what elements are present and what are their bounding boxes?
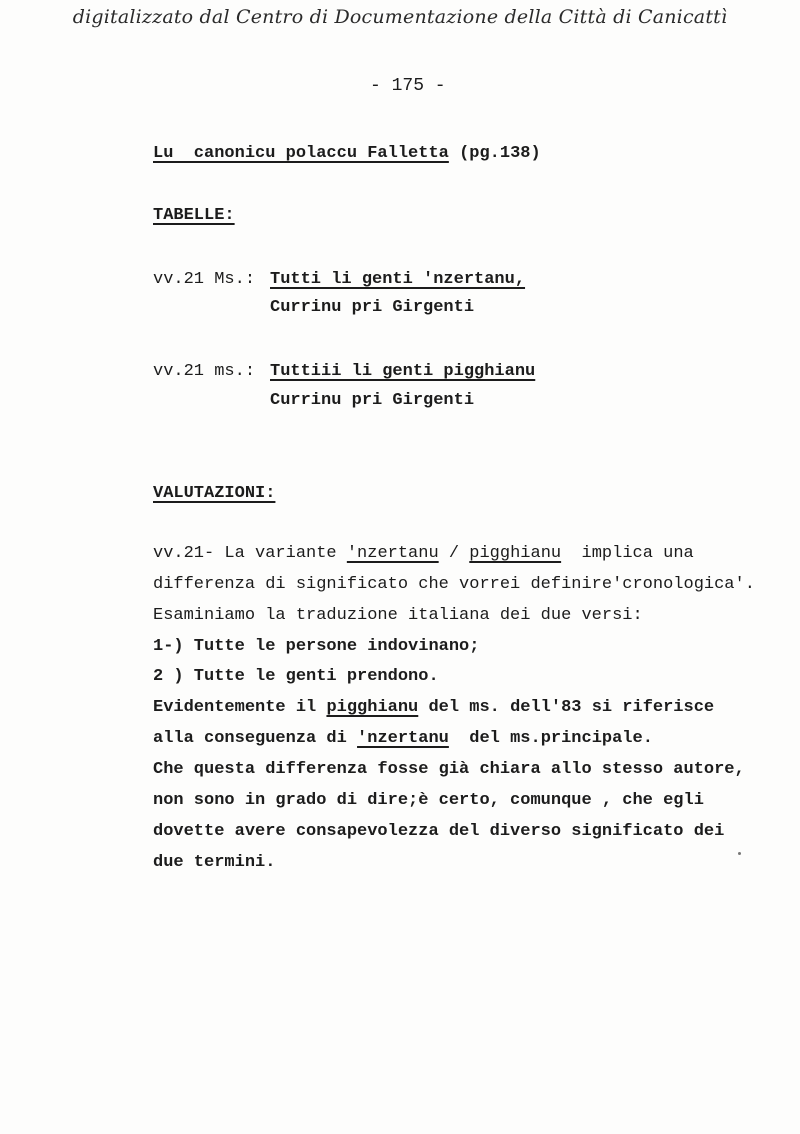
paragraph-line: Che questa differenza fosse già chiara allo stesso autore,: [153, 760, 745, 779]
line-fragment: implica una: [561, 544, 694, 563]
paragraph-line: non sono in grado di dire;è certo, comunque , che egli: [153, 791, 704, 810]
line-fragment: /: [438, 544, 470, 563]
paragraph-line: [153, 698, 714, 717]
paragraph-line: [153, 544, 694, 563]
line-fragment: alla conseguenza di: [153, 729, 358, 748]
table-row-label: vv.21 ms.:: [153, 362, 256, 381]
paragraph-line: 1-) Tutte le persone indovinano;: [153, 637, 480, 656]
line-fragment: del ms. dell'83 si riferisce: [418, 698, 715, 717]
paragraph-line: dovette avere consapevolezza del diverso significato dei: [153, 822, 725, 841]
paragraph-line: Esaminiamo la traduzione italiana dei due versi:: [153, 606, 643, 625]
line-fragment: del ms.principale.: [448, 729, 653, 748]
table-row-label: vv.21 Ms.:: [153, 270, 256, 289]
underlined-word: 'nzertanu: [357, 729, 449, 748]
paragraph-line: due termini.: [153, 853, 276, 872]
tabelle-heading: TABELLE:: [153, 206, 235, 225]
underlined-word: pigghianu: [326, 698, 419, 717]
paragraph-line: [153, 729, 653, 748]
line-fragment: vv.21- La variante: [153, 544, 347, 563]
table-row-line: Tutti li genti 'nzertanu,: [270, 270, 526, 289]
scan-speck: [738, 852, 741, 855]
digitization-credit: digitalizzato dal Centro di Documentazione della Città di Canicattì: [72, 6, 728, 28]
valutazioni-heading: VALUTAZIONI:: [153, 484, 276, 503]
table-row-line: Currinu pri Girgenti: [270, 298, 475, 317]
paragraph-line: differenza di significato che vorrei definire'cronologica'.: [153, 575, 755, 594]
title-ref: (pg.138): [459, 144, 541, 163]
table-row-line: Currinu pri Girgenti: [270, 391, 475, 410]
line-fragment: Evidentemente il: [153, 698, 327, 717]
title-text: Lu canonicu polaccu Falletta: [153, 144, 449, 163]
page-title: [153, 144, 541, 163]
paragraph-line: 2 ) Tutte le genti prendono.: [153, 667, 439, 686]
underlined-word: 'nzertanu: [346, 544, 439, 563]
underlined-word: pigghianu: [469, 544, 562, 563]
page-number: - 175 -: [370, 76, 446, 96]
table-row-line: Tuttiii li genti pigghianu: [270, 362, 536, 381]
